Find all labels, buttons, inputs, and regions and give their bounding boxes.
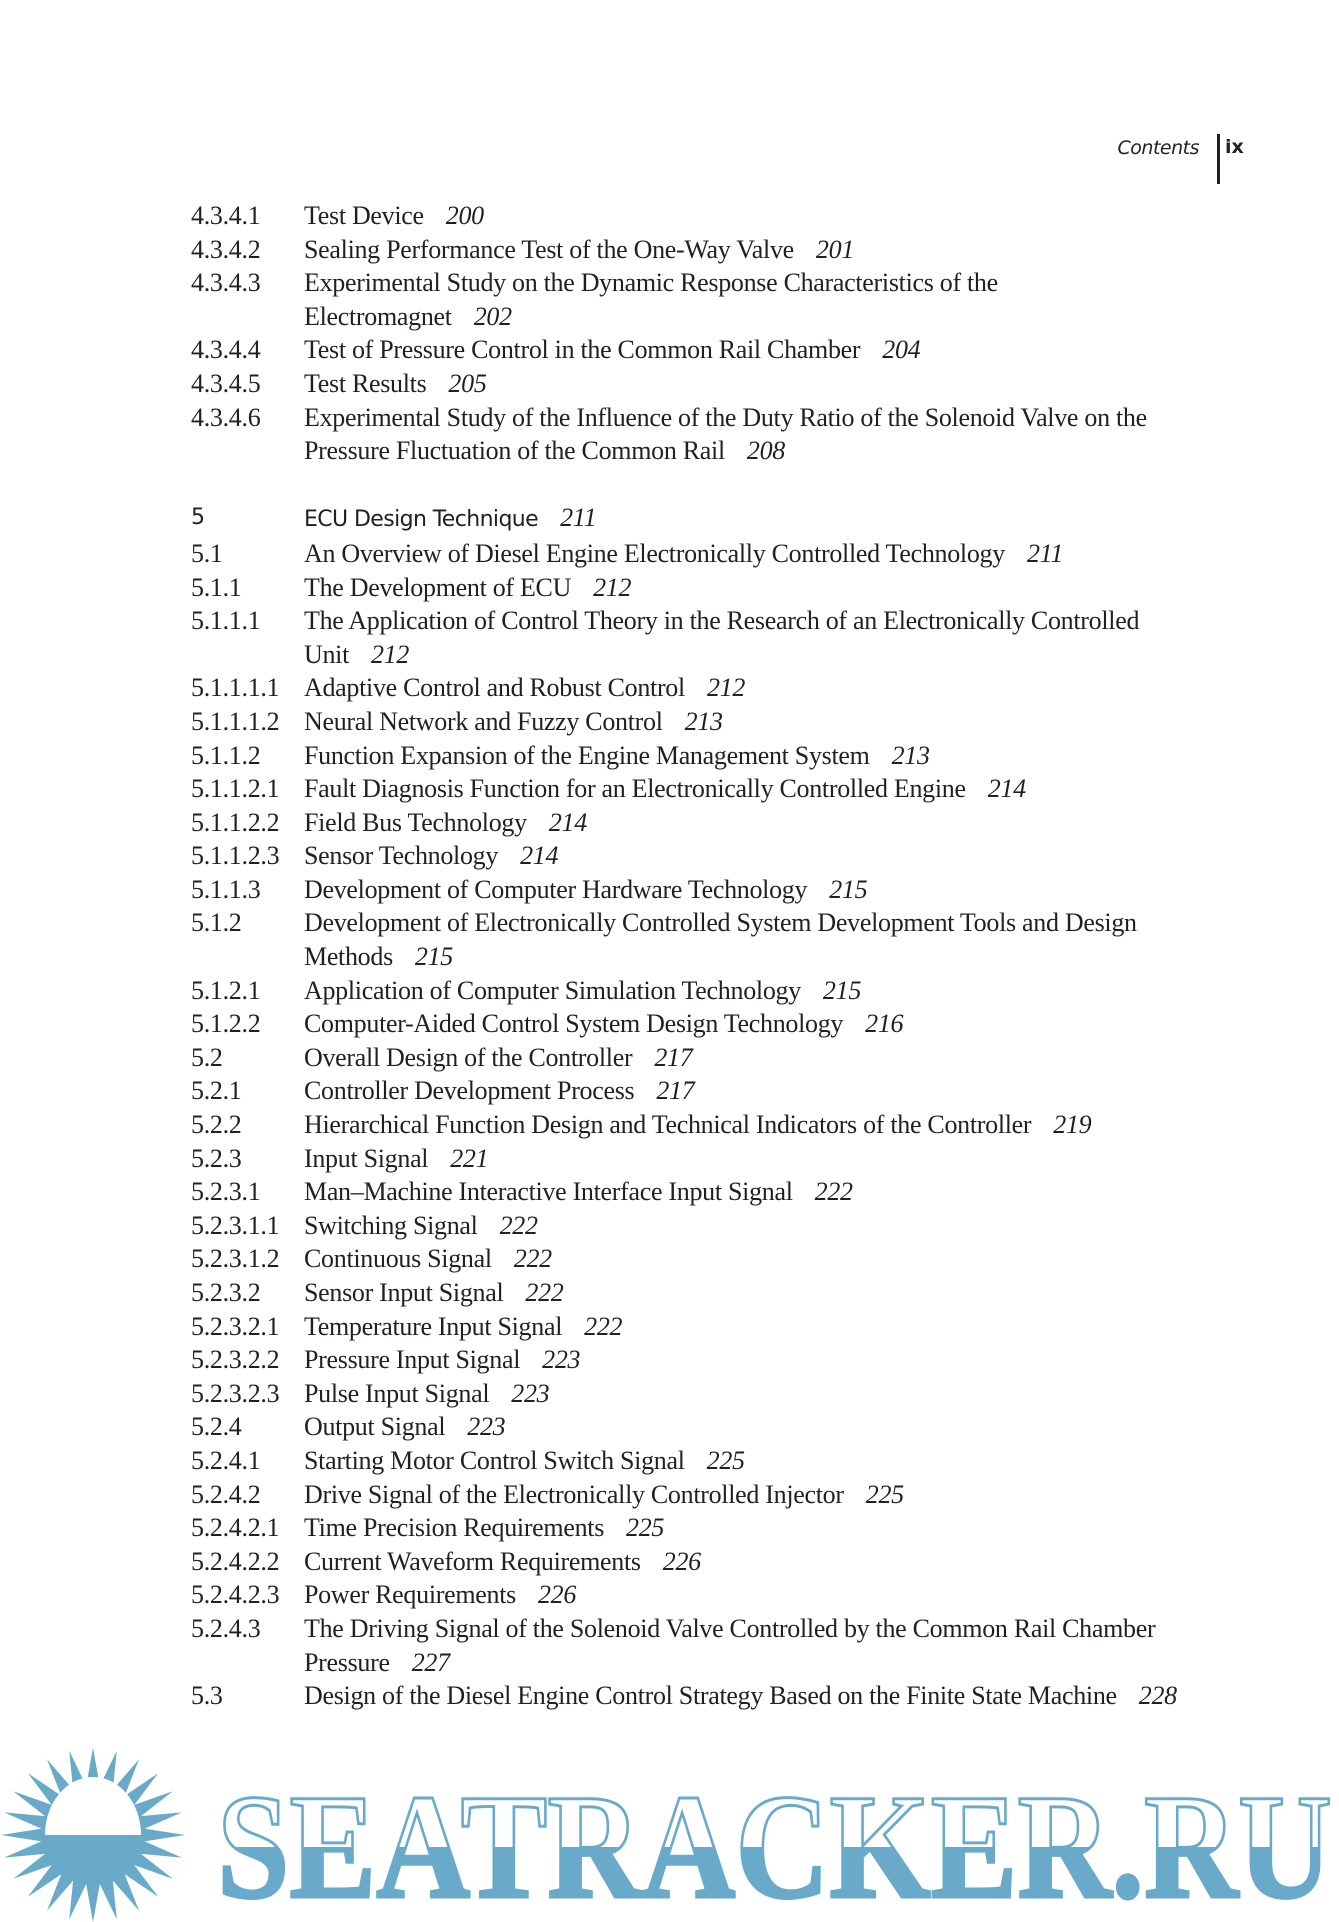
section-page: 212 xyxy=(371,639,410,669)
section-title-line xyxy=(304,1343,1211,1377)
toc-entry xyxy=(191,1310,1211,1344)
section-title-line xyxy=(304,974,1211,1008)
section-number: 5 xyxy=(191,505,205,531)
section-number: 5.1.1.2.3 xyxy=(191,841,280,871)
section-number: 5.2.3.2.2 xyxy=(191,1345,280,1375)
toc-entry xyxy=(191,772,1211,806)
section-title-line xyxy=(304,772,1211,806)
toc-entry xyxy=(191,806,1211,840)
section-number: 5.2.3.1 xyxy=(191,1177,261,1207)
section-page: 200 xyxy=(445,201,484,230)
section-title-line xyxy=(304,1444,1211,1478)
watermark-text: SEATRACKER.RU xyxy=(217,1764,1332,1922)
section-page: 214 xyxy=(987,774,1026,804)
section-title: Input Signal xyxy=(304,1143,429,1173)
toc-entry xyxy=(191,571,1211,605)
section-title-line xyxy=(304,671,1211,705)
section-title-line xyxy=(304,333,1211,367)
toc-entry xyxy=(191,1545,1211,1579)
section-number: 5.2.3.2.1 xyxy=(191,1311,280,1341)
section-page: 211 xyxy=(560,503,597,533)
section-number: 5.2.4.2.2 xyxy=(191,1546,280,1576)
section-page: 205 xyxy=(448,368,487,398)
toc-entry xyxy=(191,199,1211,233)
running-head-section: Contents xyxy=(1117,137,1199,159)
section-number: 5.3 xyxy=(191,1681,223,1711)
section-title: Time Precision Requirements xyxy=(304,1513,605,1543)
section-title-line xyxy=(304,1377,1211,1411)
running-head xyxy=(0,134,1339,184)
section-title-line xyxy=(304,839,1211,873)
section-number: 4.3.4.4 xyxy=(191,335,261,365)
section-title: Switching Signal xyxy=(304,1210,478,1240)
section-title: Pulse Input Signal xyxy=(304,1378,490,1408)
section-title-line xyxy=(304,1007,1211,1041)
section-title: Overall Design of the Controller xyxy=(304,1042,633,1072)
section-title: Adaptive Control and Robust Control xyxy=(304,673,685,703)
section-number: 5.1.1.2.1 xyxy=(191,774,280,804)
toc-entry xyxy=(191,906,1211,973)
section-title: Test Device xyxy=(304,201,424,230)
section-number: 5.1.2.1 xyxy=(191,975,261,1005)
section-number: 5.2.3 xyxy=(191,1143,242,1173)
toc-entry xyxy=(191,1041,1211,1075)
toc-entry xyxy=(191,1276,1211,1310)
toc-chapter-entry xyxy=(191,501,1211,537)
section-page: 216 xyxy=(865,1009,904,1039)
section-number: 5.2 xyxy=(191,1042,223,1072)
section-page: 222 xyxy=(499,1210,538,1240)
toc-entry xyxy=(191,1444,1211,1478)
section-title: Drive Signal of the Electronically Controlled Injector xyxy=(304,1479,844,1509)
section-page: 222 xyxy=(525,1278,564,1307)
section-title: Sensor Technology xyxy=(304,841,499,871)
section-title-line xyxy=(304,1276,1211,1310)
toc-entry xyxy=(191,974,1211,1008)
section-page: 223 xyxy=(467,1412,506,1442)
toc-entry xyxy=(191,1511,1211,1545)
section-page: 222 xyxy=(513,1244,552,1274)
section-title: Power Requirements xyxy=(304,1580,516,1610)
section-title-line xyxy=(304,367,1211,401)
section-title-line xyxy=(304,1209,1211,1243)
section-title-line xyxy=(304,1074,1211,1108)
sun-logo-icon xyxy=(1,1748,185,1922)
section-page: 215 xyxy=(822,975,862,1005)
section-title-line xyxy=(304,705,1211,739)
toc-entry xyxy=(191,839,1211,873)
section-page: 214 xyxy=(548,807,587,837)
section-page: 208 xyxy=(746,436,785,466)
section-page: 222 xyxy=(584,1311,623,1341)
section-page: 212 xyxy=(706,673,746,703)
section-page: 217 xyxy=(654,1042,693,1072)
section-number: 5.1.2.2 xyxy=(191,1009,261,1039)
section-title: Hierarchical Function Design and Technical Indicators of the Controller xyxy=(304,1110,1032,1140)
section-title-line xyxy=(304,1511,1211,1545)
toc-entry xyxy=(191,333,1211,367)
section-title-line xyxy=(304,1041,1211,1075)
toc-entry xyxy=(191,1108,1211,1142)
section-page: 225 xyxy=(626,1513,665,1543)
section-page: 214 xyxy=(520,841,559,871)
section-title: The Application of Control Theory in the Research of an Electronically Controlled Unit xyxy=(304,606,1140,669)
section-title: Field Bus Technology xyxy=(304,807,527,837)
section-title: Sealing Performance Test of the One-Way Valve xyxy=(304,234,794,264)
section-number: 5.2.3.1.2 xyxy=(191,1244,280,1274)
section-page: 222 xyxy=(814,1177,853,1207)
toc-entry xyxy=(191,537,1211,571)
table-of-contents xyxy=(191,199,1211,1713)
section-number: 5.2.3.1.1 xyxy=(191,1210,280,1240)
toc-entry xyxy=(191,739,1211,773)
section-number: 5.2.3.2 xyxy=(191,1278,261,1307)
section-title: Pressure Input Signal xyxy=(304,1345,521,1375)
section-number: 5.2.3.2.3 xyxy=(191,1378,280,1408)
section-title-line xyxy=(304,739,1211,773)
section-number: 5.2.4.2.3 xyxy=(191,1580,280,1610)
section-number: 4.3.4.1 xyxy=(191,201,261,230)
section-number: 5.1.1.2 xyxy=(191,740,261,770)
section-number: 5.1.1.2.2 xyxy=(191,807,280,837)
section-title: Computer-Aided Control System Design Technology xyxy=(304,1009,844,1039)
section-number: 5.1.1.1.1 xyxy=(191,673,280,703)
section-title: Fault Diagnosis Function for an Electronically Controlled Engine xyxy=(304,774,966,804)
section-page: 215 xyxy=(829,874,868,904)
section-number: 4.3.4.3 xyxy=(191,268,261,298)
section-page: 227 xyxy=(411,1647,450,1677)
section-page: 213 xyxy=(891,740,930,770)
section-number: 5.2.4.2.1 xyxy=(191,1513,280,1543)
section-title: Man–Machine Interactive Interface Input Signal xyxy=(304,1177,793,1207)
section-number: 5.2.1 xyxy=(191,1076,242,1106)
section-title-line xyxy=(304,1242,1211,1276)
toc-entry xyxy=(191,1343,1211,1377)
section-page: 226 xyxy=(537,1580,577,1610)
section-number: 5.2.4.2 xyxy=(191,1479,261,1509)
section-page: 223 xyxy=(542,1345,581,1375)
toc-entry xyxy=(191,367,1211,401)
toc-entry xyxy=(191,1074,1211,1108)
section-title: Starting Motor Control Switch Signal xyxy=(304,1445,685,1475)
section-page: 226 xyxy=(662,1546,701,1576)
section-title: Neural Network and Fuzzy Control xyxy=(304,706,663,736)
toc-entry xyxy=(191,705,1211,739)
section-number: 5.2.2 xyxy=(191,1110,242,1140)
section-page: 212 xyxy=(593,572,632,602)
section-title-line xyxy=(304,806,1211,840)
toc-entry xyxy=(191,1478,1211,1512)
section-title-line xyxy=(304,199,1211,233)
section-title: ECU Design Technique xyxy=(304,507,539,533)
section-page: 201 xyxy=(815,234,855,264)
section-page: 204 xyxy=(882,335,921,365)
section-number: 5.1 xyxy=(191,538,223,568)
section-title-line xyxy=(304,537,1211,571)
section-title: Function Expansion of the Engine Management System xyxy=(304,740,870,770)
section-number: 4.3.4.2 xyxy=(191,234,261,264)
toc-entry xyxy=(191,1007,1211,1041)
section-title-line xyxy=(304,1612,1211,1679)
section-title: Test Results xyxy=(304,368,427,398)
section-title: Continuous Signal xyxy=(304,1244,492,1274)
section-title-line xyxy=(304,1545,1211,1579)
section-title-line xyxy=(304,1142,1211,1176)
section-title-line xyxy=(304,1310,1211,1344)
section-title: Development of Electronically Controlled System Development Tools and Design Methods xyxy=(304,908,1137,972)
toc-entry xyxy=(191,604,1211,671)
section-page: 213 xyxy=(684,706,723,736)
section-page: 219 xyxy=(1053,1110,1092,1140)
section-title-line xyxy=(304,906,1211,973)
toc-entry xyxy=(191,1175,1211,1209)
section-title-line xyxy=(304,1478,1211,1512)
section-number: 5.1.1.3 xyxy=(191,874,261,904)
toc-entry xyxy=(191,266,1211,333)
section-title-line xyxy=(304,501,1211,537)
section-title-line xyxy=(304,1410,1211,1444)
toc-entry xyxy=(191,1578,1211,1612)
toc-entry xyxy=(191,233,1211,267)
toc-entry xyxy=(191,671,1211,705)
section-title-line xyxy=(304,1175,1211,1209)
toc-entry xyxy=(191,1679,1211,1713)
section-page: 228 xyxy=(1138,1681,1177,1711)
section-title: Application of Computer Simulation Technology xyxy=(304,975,801,1005)
section-title-line xyxy=(304,1108,1211,1142)
section-page: 215 xyxy=(414,942,454,972)
page-number: ix xyxy=(1225,136,1244,158)
section-title: Controller Development Process xyxy=(304,1076,635,1106)
section-number: 4.3.4.6 xyxy=(191,402,261,432)
section-number: 5.1.1.1.2 xyxy=(191,706,280,736)
section-title: Development of Computer Hardware Technology xyxy=(304,874,808,904)
section-title-line xyxy=(304,266,1211,333)
section-page: 211 xyxy=(1026,538,1064,568)
spacer xyxy=(191,468,1211,502)
section-title: The Development of ECU xyxy=(304,572,572,602)
section-title-line xyxy=(304,401,1211,468)
toc-entry xyxy=(191,1242,1211,1276)
section-page: 223 xyxy=(511,1378,550,1408)
section-title: Experimental Study of the Influence of the Duty Ratio of the Solenoid Valve on the Pressure Fluctuation of the Common Rail xyxy=(304,402,1147,466)
toc-entry xyxy=(191,1612,1211,1679)
section-title: Test of Pressure Control in the Common Rail Chamber xyxy=(304,335,861,365)
section-title-line xyxy=(304,604,1211,671)
running-head-divider xyxy=(1217,134,1220,184)
watermark xyxy=(0,1740,1339,1922)
section-title: The Driving Signal of the Solenoid Valve Controlled by the Common Rail Chamber Pressure xyxy=(304,1613,1156,1677)
section-title-line xyxy=(304,1679,1211,1713)
section-page: 225 xyxy=(706,1445,745,1475)
section-title: Design of the Diesel Engine Control Strategy Based on the Finite State Machine xyxy=(304,1681,1117,1711)
section-page: 225 xyxy=(865,1479,904,1509)
section-title: Experimental Study on the Dynamic Response Characteristics of the Electromagnet xyxy=(304,268,998,331)
section-title: Output Signal xyxy=(304,1412,446,1442)
section-number: 5.1.1 xyxy=(191,572,242,602)
toc-entry xyxy=(191,401,1211,468)
section-title: Sensor Input Signal xyxy=(304,1278,504,1307)
section-number: 4.3.4.5 xyxy=(191,368,261,398)
section-title: An Overview of Diesel Engine Electronically Controlled Technology xyxy=(304,538,1005,568)
section-number: 5.2.4.3 xyxy=(191,1613,261,1643)
section-number: 5.2.4.1 xyxy=(191,1445,261,1475)
section-title-line xyxy=(304,1578,1211,1612)
section-title: Current Waveform Requirements xyxy=(304,1546,641,1576)
section-page: 217 xyxy=(656,1076,695,1106)
toc-entry xyxy=(191,1209,1211,1243)
section-page: 221 xyxy=(450,1143,489,1173)
section-number: 5.2.4 xyxy=(191,1412,242,1442)
toc-entry xyxy=(191,1410,1211,1444)
section-number: 5.1.1.1 xyxy=(191,606,261,636)
toc-entry xyxy=(191,873,1211,907)
section-number: 5.1.2 xyxy=(191,908,242,938)
toc-entry xyxy=(191,1142,1211,1176)
section-title-line xyxy=(304,873,1211,907)
section-title-line xyxy=(304,233,1211,267)
toc-entry xyxy=(191,1377,1211,1411)
section-title-line xyxy=(304,571,1211,605)
section-page: 202 xyxy=(473,301,512,331)
section-title: Temperature Input Signal xyxy=(304,1311,563,1341)
